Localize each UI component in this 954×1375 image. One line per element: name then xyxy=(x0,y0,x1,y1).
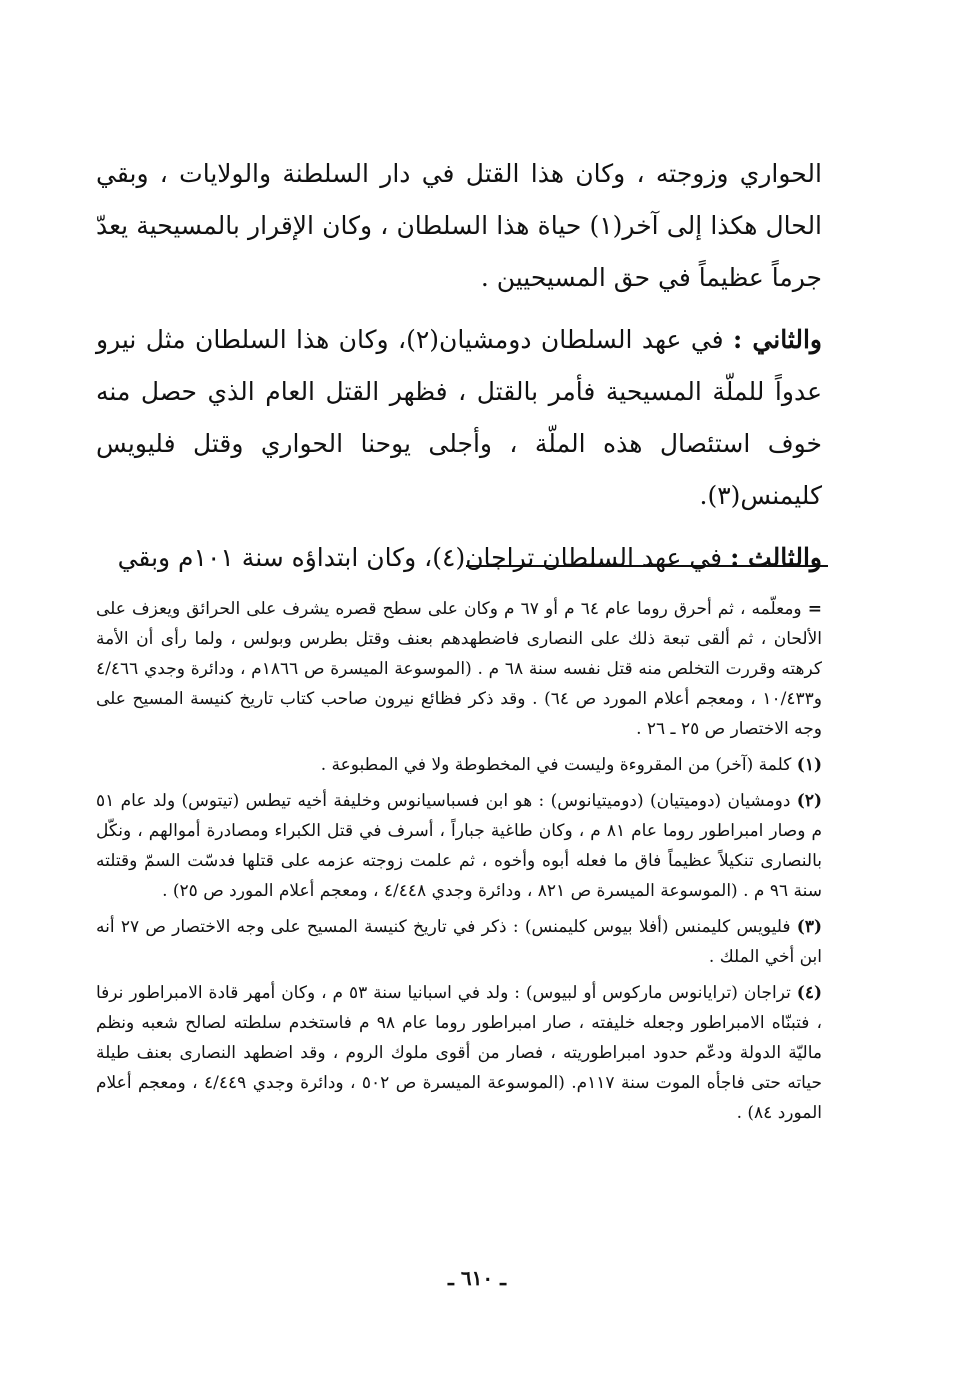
main-text xyxy=(96,148,822,594)
paragraph-text: الحواري وزوجته ، وكان هذا القتل في دار السلطنة والولايات ، وبقي الحال هكذا إلى آخر(١) حياة هذا السلطان ، وكان الإقرار بالمسيحية يعدّ جرماً عظيماً في حق المسيحيين . xyxy=(96,159,823,292)
footnote-separator xyxy=(466,565,828,567)
footnote-text: فليويس كليمنس (أفلا بيوس كليمنس) : ذكر في تاريخ كنيسة المسيح على وجه الاختصار ص ٢٧ أنه ابن أخي الملك . xyxy=(96,917,822,967)
paragraph-2 xyxy=(96,314,822,522)
footnote-marker: (٣) xyxy=(796,917,822,937)
paragraph-1 xyxy=(96,148,822,304)
footnote-text: تراجان (ترايانوس ماركوس أو لبيوس) : ولد في اسبانيا سنة ٥٣ م ، وكان أمهر قادة الامبراطور نرفا ، فتبنّاه الامبراطور وجعله خليفته ، صار امبراطور روما عام ٩٨ م فاستخدم سلطته لصالح شعبه ونظم ماليّة الدولة ودعّم حدود امبراطوريته ، فصار من أقوى ملوك الروم ، وقد اضطهد النصارى بعنف طيلة حياته حتى فاجأه الموت سنة ١١٧م. (الموسوعة الميسرة ص ٥٠٢ ، ودائرة وجدي ٤/٤٤٩ ، ومعجم أعلام المورد ٨٤) . xyxy=(96,983,822,1123)
footnote-text: ومعلّمه ، ثم أحرق روما عام ٦٤ م أو ٦٧ م وكان على سطح قصره يشرف على الحرائق ويعزف على الألحان ، ثم ألقى تبعة ذلك على النصارى فاضطهدهم بعنف وقتل بطرس وبولس ، ولما رأى أن الأمة كرهته وقررت التخلص منه قتل نفسه سنة ٦٨ م . (الموسوعة الميسرة ص ١٨٦٦م ، ودائرة وجدي ٤/٤٦٦ و١٠/٤٣٣ ، ومعجم أعلام المورد ص ٦٤) . وقد ذكر فظائع نيرون صاحب كتاب تاريخ كنيسة المسيح على وجه الاختصار ص ٢٥ ـ ٢٦ . xyxy=(96,599,822,739)
footnote-3 xyxy=(96,912,822,972)
page-number: ـ ٦١٠ ـ xyxy=(448,1266,506,1290)
footnote-continued xyxy=(96,594,822,744)
footnote-marker: = xyxy=(807,599,823,619)
footnote-marker: (٤) xyxy=(796,983,822,1003)
paragraph-3 xyxy=(96,532,822,584)
paragraph-text: في عهد السلطان تراجان(٤)، وكان ابتداؤه سنة ١٠١م وبقي xyxy=(117,543,723,572)
footnote-1 xyxy=(96,750,822,780)
footnote-marker: (١) xyxy=(796,755,822,775)
paragraph-lead: والثالث : xyxy=(730,543,822,572)
paragraph-text: في عهد السلطان دومشيان(٢)، وكان هذا السلطان مثل نيرو عدواً للملّة المسيحية فأمر بالقتل ، فظهر القتل العام الذي حصل منه خوف استئصال هذه الملّة ، وأجلى يوحنا الحواري وقتل فليويس كليمنس(٣). xyxy=(96,325,822,510)
footnote-4 xyxy=(96,978,822,1128)
paragraph-lead: والثاني : xyxy=(733,325,823,354)
footnote-2 xyxy=(96,786,822,906)
footnote-text: دومشيان (دوميتيان) (دوميتيانوس) : هو ابن فسباسيانوس وخليفة أخيه تيطس (تيتوس) ولد عام ٥١ م وصار امبراطور روما عام ٨١ م ، وكان طاغية جباراً ، أسرف في قتل الكبراء ومصادرة أموالهم ، ونكّل بالنصارى تنكيلاً عظيماً فاق ما فعله أبوه وأخوه ، ثم علمت زوجته عزمه على قتلها فدسّت السمّ وقتلته سنة ٩٦ م . (الموسوعة الميسرة ص ٨٢١ ، ودائرة وجدي ٤/٤٤٨ ، ومعجم أعلام المورد ص ٢٥) . xyxy=(96,791,822,901)
footnote-text: كلمة (آخر) من المقروءة وليست في المخطوطة ولا في المطبوعة . xyxy=(320,755,792,775)
footnote-marker: (٢) xyxy=(796,791,822,811)
footnotes xyxy=(96,594,822,1134)
